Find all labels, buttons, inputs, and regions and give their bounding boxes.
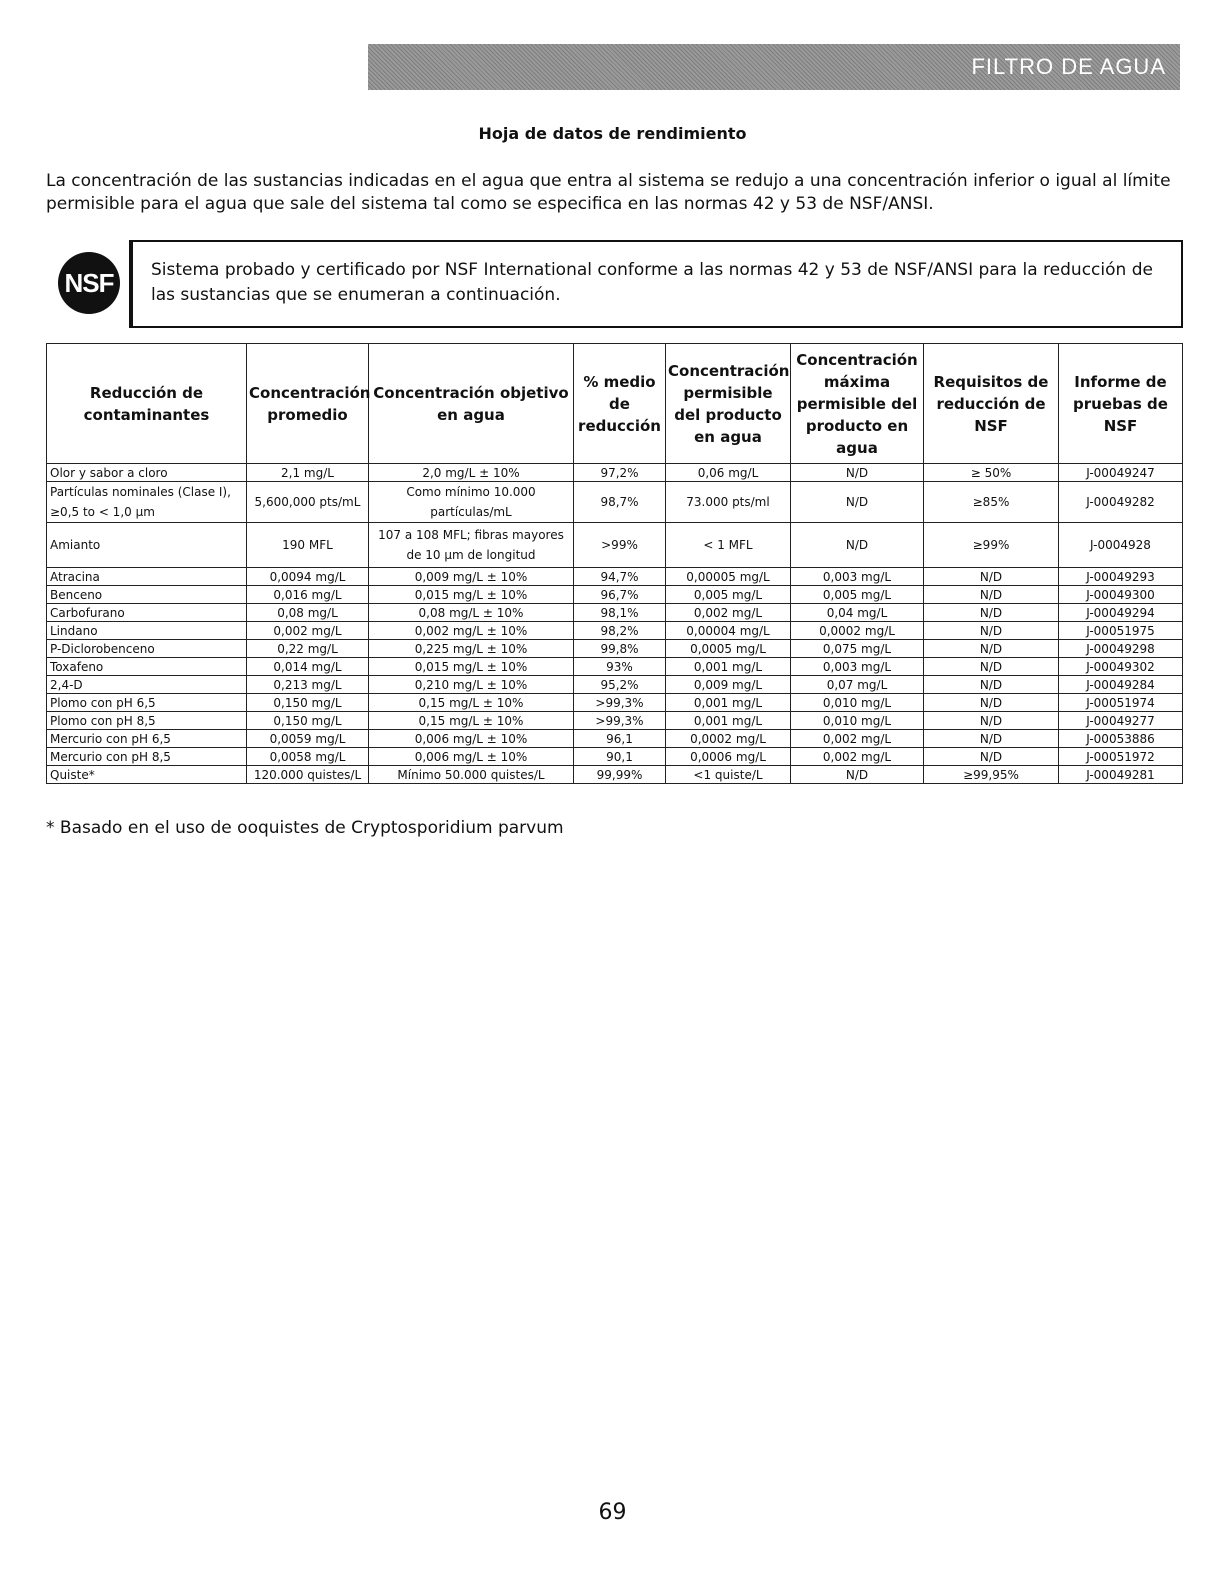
table-cell: 0,009 mg/L [666,676,791,694]
table-cell: 0,075 mg/L [791,640,924,658]
table-cell: 0,06 mg/L [666,464,791,482]
table-cell: 107 a 108 MFL; fibras mayores de 10 µm de longitud [369,523,574,568]
table-cell: 96,1 [574,730,666,748]
table-cell: 0,014 mg/L [247,658,369,676]
table-cell: N/D [791,523,924,568]
table-cell: 98,1% [574,604,666,622]
table-cell: 0,001 mg/L [666,694,791,712]
table-cell: 0,0006 mg/L [666,748,791,766]
table-cell: Atracina [47,568,247,586]
table-cell: Quiste* [47,766,247,784]
table-cell: N/D [924,604,1059,622]
table-cell: J-00049247 [1059,464,1183,482]
table-cell: 98,7% [574,482,666,523]
table-cell: Carbofurano [47,604,247,622]
table-cell: 0,00004 mg/L [666,622,791,640]
table-cell: Lindano [47,622,247,640]
table-cell: Plomo con pH 8,5 [47,712,247,730]
table-cell: J-00049282 [1059,482,1183,523]
table-cell: 0,009 mg/L ± 10% [369,568,574,586]
col-header-avg-concentration: Concentración promedio [247,344,369,464]
table-row [47,622,1183,640]
table-cell: 0,003 mg/L [791,568,924,586]
table-cell: 93% [574,658,666,676]
table-cell: ≥99,95% [924,766,1059,784]
table-cell: 0,003 mg/L [791,658,924,676]
table-row [47,568,1183,586]
table-cell: 73.000 pts/ml [666,482,791,523]
table-row [47,604,1183,622]
table-cell: J-00049294 [1059,604,1183,622]
page-title: Hoja de datos de rendimiento [478,124,747,143]
table-cell: J-00049293 [1059,568,1183,586]
table-cell: 190 MFL [247,523,369,568]
col-header-nsf-report: Informe de pruebas de NSF [1059,344,1183,464]
table-cell: 0,015 mg/L ± 10% [369,658,574,676]
table-cell: 97,2% [574,464,666,482]
table-cell: Mercurio con pH 6,5 [47,730,247,748]
table-cell: J-00051975 [1059,622,1183,640]
table-cell: <1 quiste/L [666,766,791,784]
table-cell: N/D [924,568,1059,586]
table-cell: Plomo con pH 6,5 [47,694,247,712]
table-cell: J-00049300 [1059,586,1183,604]
table-cell: >99,3% [574,712,666,730]
table-cell: N/D [924,586,1059,604]
table-cell: 0,0094 mg/L [247,568,369,586]
col-header-target-concentration: Concentración objetivo en agua [369,344,574,464]
table-cell: 0,22 mg/L [247,640,369,658]
table-cell: N/D [924,748,1059,766]
table-cell: 0,002 mg/L [791,730,924,748]
table-cell: ≥85% [924,482,1059,523]
table-cell: 0,0059 mg/L [247,730,369,748]
table-cell: 0,150 mg/L [247,694,369,712]
table-cell: 0,001 mg/L [666,658,791,676]
table-cell: Mercurio con pH 8,5 [47,748,247,766]
table-cell: ≥99% [924,523,1059,568]
table-cell: J-00049298 [1059,640,1183,658]
table-cell: 0,0058 mg/L [247,748,369,766]
table-cell: N/D [791,482,924,523]
table-cell: 0,016 mg/L [247,586,369,604]
table-cell: 0,0002 mg/L [791,622,924,640]
table-cell: 0,005 mg/L [666,586,791,604]
table-cell: N/D [924,622,1059,640]
table-row [47,748,1183,766]
table-cell: 0,002 mg/L [791,748,924,766]
table-cell: J-00051972 [1059,748,1183,766]
table-cell: 0,04 mg/L [791,604,924,622]
table-cell: < 1 MFL [666,523,791,568]
table-cell: N/D [924,658,1059,676]
table-cell: N/D [924,640,1059,658]
table-cell: 94,7% [574,568,666,586]
footnote: * Basado en el uso de ooquistes de Cryptosporidium parvum [46,818,564,838]
page-number: 69 [598,1500,627,1525]
table-cell: 0,002 mg/L [247,622,369,640]
table-row [47,658,1183,676]
table-cell: 0,002 mg/L ± 10% [369,622,574,640]
table-cell: 0,08 mg/L [247,604,369,622]
table-cell: J-00051974 [1059,694,1183,712]
table-cell: 2,0 mg/L ± 10% [369,464,574,482]
table-row [47,712,1183,730]
table-cell: 0,07 mg/L [791,676,924,694]
intro-paragraph: La concentración de las sustancias indicadas en el agua que entra al sistema se redujo a una concentración inferior o igual al límite permisible para el agua que sale del sistema tal como se especifica en las normas 42 y 53 de NSF/ANSI. [46,171,1171,214]
table-cell: Benceno [47,586,247,604]
col-header-max-permissible: Concentración máxima permisible del producto en agua [791,344,924,464]
table-cell: Amianto [47,523,247,568]
table-cell: 96,7% [574,586,666,604]
table-cell: 0,006 mg/L ± 10% [369,730,574,748]
nsf-logo-icon: NSF [58,252,120,314]
table-cell: J-00049281 [1059,766,1183,784]
table-cell: 0,08 mg/L ± 10% [369,604,574,622]
col-header-permissible-concentration: Concentración permisible del producto en agua [666,344,791,464]
table-cell: Toxafeno [47,658,247,676]
table-row [47,730,1183,748]
table-row [47,586,1183,604]
table-row [47,694,1183,712]
table-row [47,676,1183,694]
performance-table-wrap [46,343,1182,784]
table-cell: Mínimo 50.000 quistes/L [369,766,574,784]
table-row [47,766,1183,784]
table-cell: 0,015 mg/L ± 10% [369,586,574,604]
table-cell: 99,99% [574,766,666,784]
table-cell: >99% [574,523,666,568]
table-cell: 5,600,000 pts/mL [247,482,369,523]
table-header-row [47,344,1183,464]
nsf-certification-box [129,240,1183,328]
col-header-nsf-requirements: Requisitos de reducción de NSF [924,344,1059,464]
table-cell: 0,010 mg/L [791,694,924,712]
table-cell: J-00049284 [1059,676,1183,694]
table-cell: N/D [924,730,1059,748]
table-cell: J-00049302 [1059,658,1183,676]
table-cell: Olor y sabor a cloro [47,464,247,482]
table-cell: 0,15 mg/L ± 10% [369,694,574,712]
table-cell: 95,2% [574,676,666,694]
table-cell: 0,001 mg/L [666,712,791,730]
table-cell: 0,0002 mg/L [666,730,791,748]
nsf-notice-text: Sistema probado y certificado por NSF International conforme a las normas 42 y 53 de NSF/ANSI para la reducción de las sustancias que se enumeran a continuación. [151,260,1153,305]
table-cell: 0,213 mg/L [247,676,369,694]
table-body [47,464,1183,784]
table-cell: P-Diclorobenceno [47,640,247,658]
table-cell: 0,005 mg/L [791,586,924,604]
table-cell: >99,3% [574,694,666,712]
table-cell: J-00053886 [1059,730,1183,748]
table-cell: 0,210 mg/L ± 10% [369,676,574,694]
section-banner [368,44,1180,90]
table-cell: 0,15 mg/L ± 10% [369,712,574,730]
table-cell: Como mínimo 10.000 partículas/mL [369,482,574,523]
table-cell: J-00049277 [1059,712,1183,730]
table-cell: J-0004928 [1059,523,1183,568]
table-cell: 0,150 mg/L [247,712,369,730]
table-row [47,464,1183,482]
table-row [47,640,1183,658]
table-row [47,482,1183,523]
table-cell: 0,0005 mg/L [666,640,791,658]
table-cell: N/D [791,766,924,784]
table-cell: 0,006 mg/L ± 10% [369,748,574,766]
table-cell: 2,1 mg/L [247,464,369,482]
table-cell: 0,002 mg/L [666,604,791,622]
table-cell: 0,00005 mg/L [666,568,791,586]
table-cell: N/D [924,712,1059,730]
table-cell: 0,010 mg/L [791,712,924,730]
table-cell: Partículas nominales (Clase I), ≥0,5 to < 1,0 µm [47,482,247,523]
col-header-avg-reduction: % medio de reducción [574,344,666,464]
table-row [47,523,1183,568]
table-cell: N/D [924,676,1059,694]
table-cell: 99,8% [574,640,666,658]
table-cell: N/D [924,694,1059,712]
banner-label: FILTRO DE AGUA [971,54,1166,79]
table-cell: N/D [791,464,924,482]
performance-table [46,343,1183,784]
table-cell: 2,4-D [47,676,247,694]
table-cell: 90,1 [574,748,666,766]
table-cell: 0,225 mg/L ± 10% [369,640,574,658]
table-cell: 120.000 quistes/L [247,766,369,784]
table-cell: ≥ 50% [924,464,1059,482]
col-header-contaminant: Reducción de contaminantes [47,344,247,464]
table-cell: 98,2% [574,622,666,640]
